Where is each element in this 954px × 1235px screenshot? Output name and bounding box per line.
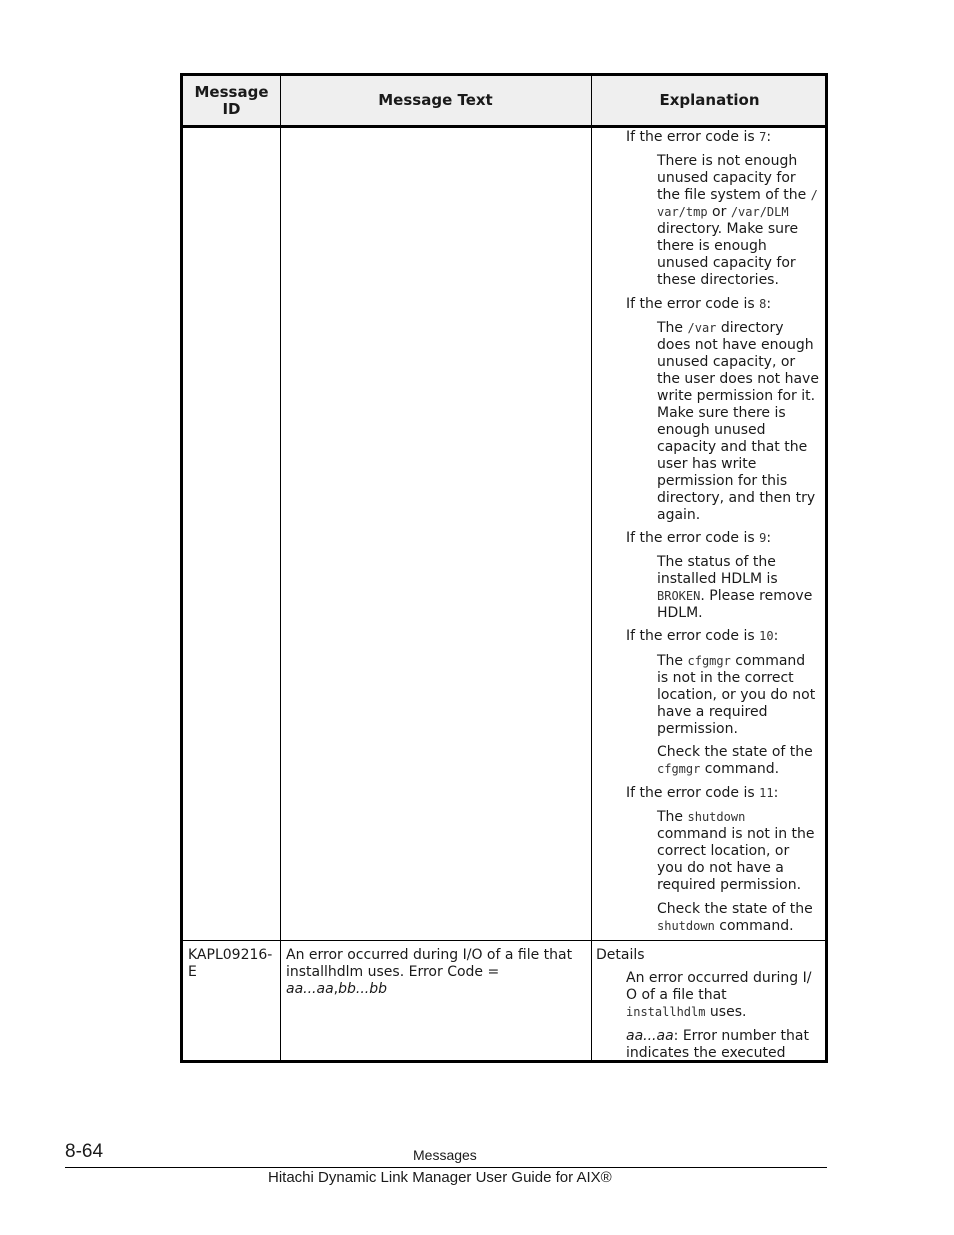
error-code-10-check: Check the state of the cfgmgr command.: [657, 744, 813, 777]
error-code-10-label: If the error code is 10:: [626, 628, 779, 644]
error-code-11-body: The shutdown command is not in the correct location, or you do not have a required permission.: [657, 809, 815, 893]
error-code-10-body: The cfgmgr command is not in the correct location, or you do not have a required permission.: [657, 653, 816, 737]
column-divider-1: [280, 76, 281, 1060]
header-message-text: Message Text: [378, 91, 493, 109]
header-explanation: Explanation: [659, 91, 760, 109]
error-code-9-body: The status of the installed HDLM is BROKEN. Please remove HDLM.: [657, 554, 813, 621]
footer-book-title: Hitachi Dynamic Link Manager User Guide for AIX®: [268, 1169, 612, 1186]
footer-divider: [65, 1167, 827, 1168]
row-divider: [183, 940, 825, 941]
details-label: Details: [596, 947, 645, 963]
details-body: An error occurred during I/ O of a file that installhdlm uses.: [626, 970, 812, 1020]
error-code-8-label: If the error code is 8:: [626, 296, 772, 312]
error-code-7-label: If the error code is 7:: [626, 129, 772, 145]
message-text: An error occurred during I/O of a file that installhdlm uses. Error Code = aa...aa,bb...bb: [286, 947, 573, 997]
messages-table: [180, 73, 828, 1063]
page-number: 8-64: [65, 1141, 104, 1162]
message-id: KAPL09216- E: [188, 947, 273, 980]
error-code-11-check: Check the state of the shutdown command.: [657, 901, 813, 934]
error-code-8-body: The /var directory does not have enough unused capacity, or the user does not have write permission for it. Make sure there is enough unused capacity and that the user has write permission for this directory, and then try again.: [657, 320, 819, 523]
footer-section: Messages: [413, 1147, 477, 1163]
error-code-9-label: If the error code is 9:: [626, 530, 772, 546]
aa-definition: aa...aa: Error number that indicates the executed: [626, 1028, 809, 1061]
header-message-id: Message ID: [194, 82, 269, 118]
column-divider-2: [591, 76, 592, 1060]
error-code-7-body: There is not enough unused capacity for the file system of the / var/tmp or /var/DLM directory. Make sure there is enough unused capacity for these directories.: [657, 153, 818, 288]
error-code-11-label: If the error code is 11:: [626, 785, 779, 801]
